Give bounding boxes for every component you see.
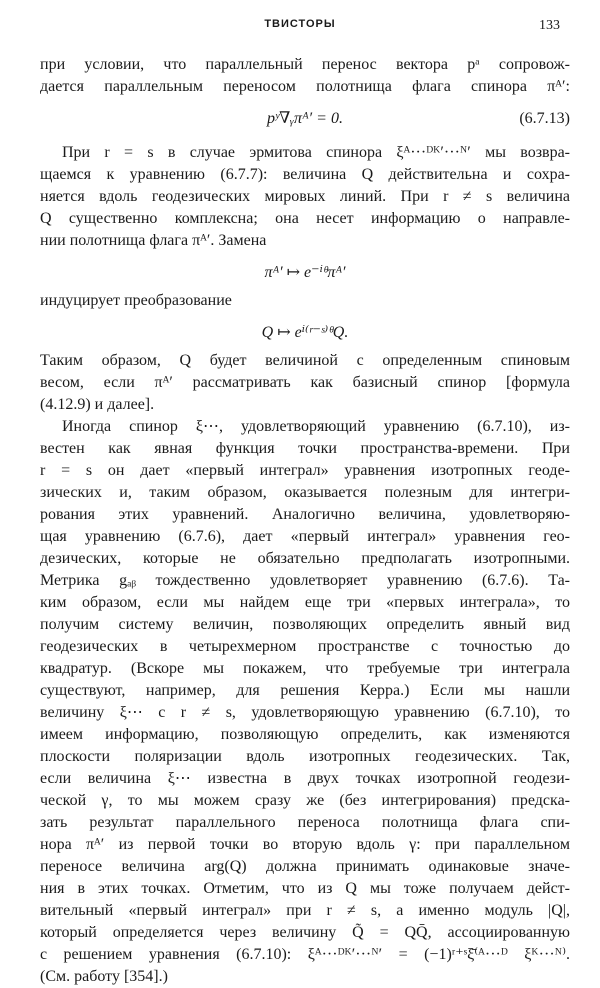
equation-6-7-13 [40,100,570,140]
text-line: При r = s в случае эрмитова спинора ξᴬ···ᴰᴷ′···ᴺ′ мы возвра- [62,144,570,161]
text-line: существуют, например, для решения Керра.) Если мы нашли [40,682,570,699]
page-header [0,18,600,40]
paragraph-4 [40,350,570,416]
text-line: имеем информацию, позволяющую определить, как изменяются [40,726,570,743]
equation-substitution [40,254,570,288]
text-line: дается параллельным переносом полотнища флага спинора πᴬ′: [40,78,570,95]
text-line: вительный «первый интеграл» при r ≠ s, а именно модуль |Q|, [40,902,570,919]
text-line: дезических, которые не обязательно предполагать изотропными. [40,550,570,567]
running-title: ТВИСТОРЫ [264,18,336,30]
equation-text: πᴬ′ ↦ e⁻ⁱᶿπᴬ′ [264,264,346,281]
page-number: 133 [539,18,560,33]
equation-text: Q ↦ eⁱ⁽ʳ⁻ˢ⁾ᶿQ. [261,324,349,341]
equation-text: pʸ∇ᵧπᴬ′ = 0. [267,110,343,127]
text-line: Таким образом, Q будет величиной с определенным спиновым [40,352,570,369]
text-line: зических и, таким образом, оказывается полезным для интегри- [40,484,570,501]
body-text [40,54,570,988]
text-line: ния в этих точках. Отметим, что из Q мы тоже получаем дейст- [40,880,570,897]
text-line: величину ξ⋯ с r ≠ s, удовлетворяющую уравнению (6.7.10), то [40,704,570,721]
paragraph-3 [40,290,570,312]
text-line: ческой γ, то мы можем сразу же (без интегрирования) предска- [40,792,570,809]
text-line: вестен как явная функция точки пространства-времени. При [40,440,570,457]
text-line: Метрика gₐᵦ тождественно удовлетворяет уравнению (6.7.6). Та- [40,572,570,589]
text-line: индуцирует преобразование [40,292,232,309]
text-line: с решением уравнения (6.7.10): ξᴬ···ᴰᴷ′···ᴺ′ = (−1)ʳ⁺ˢξ̄⁽ᴬ···ᴰ ξᴷ···ᴺ⁾. [40,946,570,963]
equation-number: (6.7.13) [519,110,570,127]
text-line: Q существенно комплексна; она несет информацию о направле- [40,210,570,227]
text-line: переносе величина arg(Q) должна принимать одинаковые значе- [40,858,570,875]
text-line: ким образом, если мы найдем еще три «первых интеграла», то [40,594,570,611]
text-line: нора πᴬ′ из первой точки во вторую вдоль γ: при параллельном [40,836,570,853]
text-line: при условии, что параллельный перенос вектора pᵃ сопровож- [40,56,570,73]
text-line: щая уравнению (6.7.6), дает «первый интеграл» уравнения гео- [40,528,570,545]
text-line: (См. работу [354].) [40,968,168,985]
text-line: если величина ξ⋯ известна в двух точках изотропной геодези- [40,770,570,787]
text-line: r = s он дает «первый интеграл» уравнения изотропных геоде- [40,462,570,479]
equation-transformation [40,314,570,348]
text-line: рования этих уравнений. Аналогично величина, удовлетворяю- [40,506,570,523]
text-line: геодезических в четырехмерном пространстве с точностью до [40,638,570,655]
text-line: щаемся к уравнению (6.7.7): величина Q действительна и сохра- [40,166,570,183]
text-line: зать результат параллельного переноса полотнища флага спи- [40,814,570,831]
text-line: плоскости поляризации вдоль изотропных геодезических. Так, [40,748,570,765]
paragraph-1 [40,54,570,98]
text-line: (4.12.9) и далее]. [40,396,155,413]
text-line: квадратур. (Вскоре мы покажем, что требуемые три интеграла [40,660,570,677]
paragraph-5 [40,416,570,988]
paragraph-2 [40,142,570,252]
text-line: няется вдоль геодезических мировых линий. При r ≠ s величина [40,188,570,205]
text-line: получим систему величин, позволяющих определить явный вид [40,616,570,633]
text-line: который определяется через величину Q̃ = QQ̄, ассоциированную [40,924,570,941]
text-line: нии полотнища флага πᴬ′. Замена [40,232,267,249]
text-line: весом, если πᴬ′ рассматривать как базисный спинор [формула [40,374,570,391]
text-line: Иногда спинор ξ⋯, удовлетворяющий уравнению (6.7.10), из- [62,418,570,435]
